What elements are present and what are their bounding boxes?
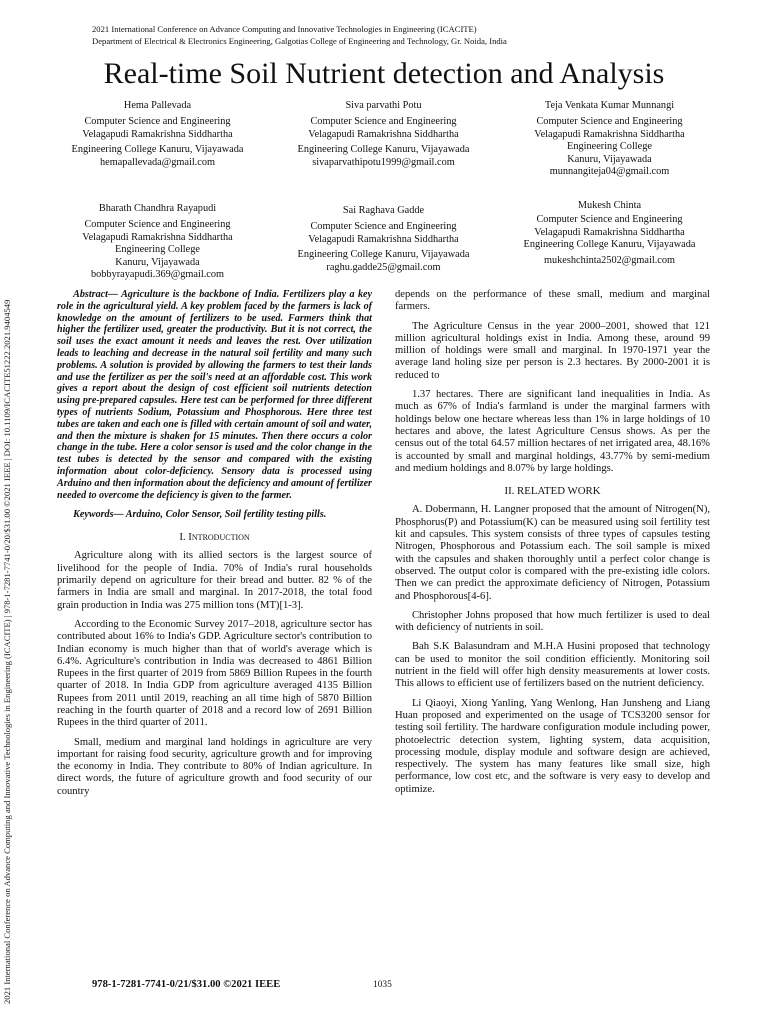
author-dept: Computer Science and Engineering [310, 221, 457, 233]
author-dept: Computer Science and Engineering [310, 116, 457, 128]
paragraph: Christopher Johns proposed that how much fertilizer is used to deal with deficiency of nutrients in soil. [395, 609, 710, 634]
conference-line-1: 2021 International Conference on Advance Computing and Innovative Technologies in Engineering (ICACITE) [92, 24, 477, 34]
author-dept: Computer Science and Engineering [536, 214, 683, 226]
paragraph: Bah S.K Balasundram and M.H.A Husini proposed that technology can be used to monitor the soil condition efficiently. Monitoring soil nutrient in the field will offer high density measurements at lower costs. This allows to efficient use of fertilizers based on the nutrient deficiency. [395, 641, 710, 690]
author-email: hemapallevada@gmail.com [100, 156, 215, 168]
author-name: Sai Raghava Gadde [342, 205, 425, 216]
conference-header [92, 23, 507, 47]
author-dept: Computer Science and Engineering [536, 116, 683, 128]
left-column [57, 289, 372, 805]
abstract: Abstract— Agriculture is the backbone of India. Fertilizers play a key role in the agricultural yield. A key problem faced by the farmers is lack of knowledge on the amount of fertilizers to be used. Farmers think that higher the fertilizer used, greater the productivity. But it is not correct, the soil uses the exact amount it needs and leaves the rest. Over utilization leads to leaching and decrease in the natural soil fertility and many such problems. A solution is provided by allowing the farmers to test their lands and use the fertilizer as per the soil's need at an affordable cost. This work gives a report about the design of cost efficient soil nutrients detection using pre-prepared capsules. Here test can be performed for three different types of nutrients Sodium, Potassium and Phosphorous. Here three test tubes are taken and each one is filled with certain amount of soil and water, and then the mixture is shaken for 15 minutes. Then there occurs a color change in the tube. Here a color sensor is used and the color change in the test tubes is detected by the sensor and compared with the existing information about color-deficiency. Sensory data is processed using Arduino and then information about the deficiency and amount of fertilizer needed to overcome the deficiency is given to the farmer. [57, 289, 372, 501]
author-block [266, 205, 501, 274]
keywords: Keywords— Arduino, Color Sensor, Soil fertility testing pills. [73, 509, 327, 521]
author-inst: Velagapudi Ramakrishna Siddhartha [534, 226, 685, 238]
author-location: Engineering College Kanuru, Vijayawada [297, 249, 470, 261]
paragraph: depends on the performance of these small, medium and marginal farmers. [395, 289, 710, 313]
author-email: munnangiteja04@gmail.com [549, 166, 670, 178]
author-inst-2: Engineering College [115, 244, 200, 256]
author-location: Engineering College Kanuru, Vijayawada [71, 144, 244, 156]
author-block [40, 100, 275, 169]
author-block [492, 200, 727, 267]
author-inst-2: Engineering College [567, 141, 652, 153]
author-inst: Velagapudi Ramakrishna Siddhartha [308, 128, 459, 140]
author-inst: Velagapudi Ramakrishna Siddhartha [308, 233, 459, 245]
author-inst: Velagapudi Ramakrishna Siddhartha [534, 128, 685, 140]
author-dept: Computer Science and Engineering [84, 116, 231, 128]
author-dept: Computer Science and Engineering [84, 219, 231, 231]
author-email: sivaparvathipotu1999@gmail.com [312, 156, 455, 168]
author-email: mukeshchinta2502@gmail.com [543, 254, 676, 266]
author-location: Kanuru, Vijayawada [567, 153, 652, 165]
paragraph: Small, medium and marginal land holdings in agriculture are very important for raising food security, agriculture growth and for improving the economy in India. They contribute to 80% of Indian agriculture. In direct words, the future of agriculture growth and food security of our country [57, 736, 372, 797]
author-name: Teja Venkata Kumar Munnangi [544, 100, 675, 111]
paragraph: A. Dobermann, H. Langner proposed that the amount of Nitrogen(N), Phosphorus(P) and Potassium(K) can be measured using soil fertility test kit and capsules. This system consists of three types of capsules testing Nitrogen, Phosphorous and Potassium each. The soil sample is mixed with the capsules and shaken thoroughly until a perfect color change is observed. The output color is compared with the pre-existing idle colors. Then we can predict the approximate deficiency of Nitrogen, Potassium and Phosphorous[4-6]. [395, 504, 710, 602]
paragraph: Li Qiaoyi, Xiong Yanling, Yang Wenlong, Han Junsheng and Liang Huan proposed and experimented on the usage of TCS3200 sensor for testing soil fertility. The hardware configuration module including power, photoelectric detection system, lighting system, data acquisition, processing module, display module and software design are achieved, respectively. The system has many features like small size, high performance, low cost etc, and the software is very easy to develop and optimize. [395, 697, 710, 795]
author-location: Kanuru, Vijayawada [115, 256, 200, 268]
author-email: raghu.gadde25@gmail.com [326, 261, 441, 273]
section-heading-introduction: I. Introduction [179, 531, 250, 544]
author-name: Mukesh Chinta [577, 200, 642, 211]
section-heading-related-work: II. RELATED WORK [504, 485, 601, 498]
author-inst: Velagapudi Ramakrishna Siddhartha [82, 231, 233, 243]
author-name: Siva parvathi Potu [345, 100, 422, 111]
author-name: Hema Pallevada [123, 100, 192, 111]
paragraph: According to the Economic Survey 2017–2018, agriculture sector has contributed about 16% to India's GDP. Agriculture sector's contribution to Indian economy is much higher than that of world's average which is 6.4%. Agriculture's contribution in India was decreased to 4861 Billion Rupees in the first quarter of 2019 from 5869 Billion Rupees in the fourth quarter of 2018. In India GDP from agriculture averaged 4135 Billion Rupees from 2011 until 2019, reaching an all time high of 5870 Billion reaching in the fourth quarter of 2018 and a record low of 2691 Billion Rupees in the third quarter of 2011. [57, 618, 372, 729]
paper-title: Real-time Soil Nutrient detection and Analysis [103, 57, 665, 90]
footer-isbn: 978-1-7281-7741-0/21/$31.00 ©2021 IEEE [92, 979, 281, 990]
author-block [492, 100, 727, 178]
right-column [395, 289, 710, 803]
author-name: Bharath Chandhra Rayapudi [98, 203, 217, 214]
page-number: 1035 [373, 980, 392, 990]
author-email: bobbyrayapudi.369@gmail.com [90, 269, 225, 281]
paragraph: The Agriculture Census in the year 2000–2001, showed that 121 million agricultural holdings exist in India. Among these, around 99 million of holdings were small and marginal. In 1970-1971 year the average land holing size per person is 2.3 hectares. By 2000-2001 it is reduced to [395, 320, 710, 381]
author-block [40, 203, 275, 281]
author-block [266, 100, 501, 169]
paragraph: 1.37 hectares. There are significant land inequalities in India. As much as 67% of India's farmland is under the marginal farmers with holdings below one hectare whereas less than 1% in large holdings of 10 hectares and above, the latest Agriculture Census shows. As per the census out of the total 64.57 million hectares of net irrigated area, 48.16% is accounted by small and marginal holdings, 43.77% by semi-medium and medium holdings and 8.07% by large holdings. [395, 389, 710, 474]
side-doi-text: 2021 International Conference on Advance Computing and Innovative Technologies in Engineering (ICACITE) | 978-1-7281-7741-0/20/$31.00 ©2021 IEEE | DOI: 10.1109/ICACITE51222.2021.9404549 [2, 299, 12, 1004]
author-inst: Velagapudi Ramakrishna Siddhartha [82, 128, 233, 140]
author-location: Engineering College Kanuru, Vijayawada [297, 144, 470, 156]
paragraph: Agriculture along with its allied sectors is the largest source of livelihood for the people of India. 70% of India's rural households primarily depend on agriculture for their bread and butter. 82 % of the farmers in India are small and marginal. In 2017-2018, the total food grain production in India was 275 million tons (MT)[1-3]. [57, 550, 372, 611]
conference-line-2: Department of Electrical & Electronics Engineering, Galgotias College of Engineering and Technology, Gr. Noida, India [92, 36, 507, 46]
author-location: Engineering College Kanuru, Vijayawada [523, 239, 696, 251]
